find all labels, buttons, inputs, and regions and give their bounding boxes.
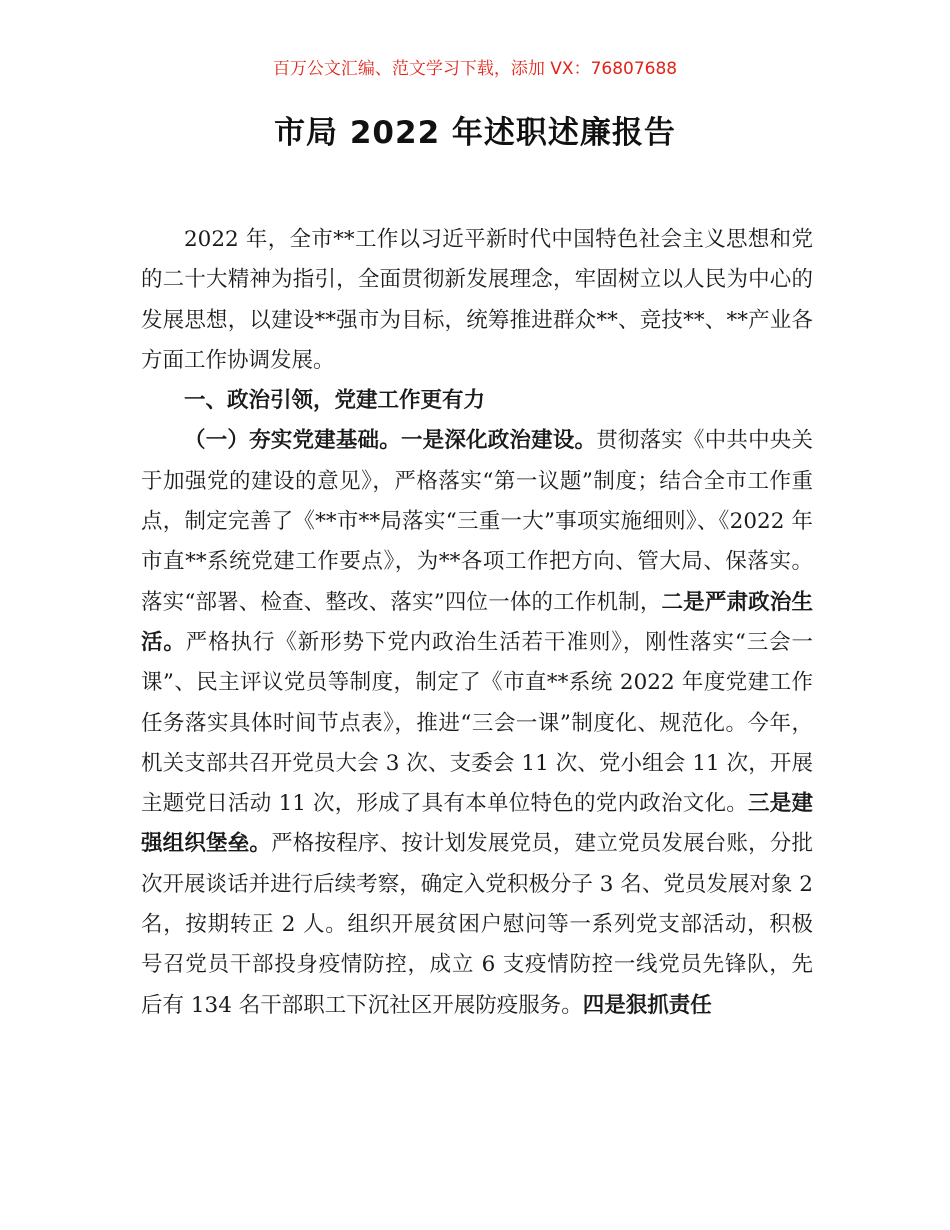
point-label: 三是建强组织堡垒。	[141, 791, 813, 857]
point-label: 二是严肃政治生活。	[141, 589, 813, 655]
document-body	[141, 220, 813, 1026]
point-label: 一是深化政治建设。	[400, 428, 597, 454]
section-heading: 一、政治引领，党建工作更有力	[184, 388, 486, 414]
body-paragraph	[141, 421, 813, 1025]
point-label: 四是狠抓责任	[582, 992, 712, 1018]
point-text: 严格按程序、按计划发展党员，建立党员发展台账，分批次开展谈话并进行后续考察，确定入党积极分子 3 名、党员发展对象 2 名，按期转正 2 人。组织开展贫困户慰问等一系列党支部活动，积极号召党员干部投身疫情防控，成立 6 支疫情防控一线党员先锋队，先后有 134 名干部职工下沉社区开展防疫服务。	[141, 831, 813, 1018]
sub-heading: （一）夯实党建基础。	[184, 428, 401, 454]
point-text: 严格执行《新形势下党内政治生活若干准则》，刚性落实“三会一课”、民主评议党员等制度，制定了《市直**系统 2022 年度党建工作任务落实具体时间节点表》，推进“三会一课”制度化、规范化。今年，机关支部共召开党员大会 3 次、支委会 11 次、党小组会 11 次，开展主题党日活动 11 次，形成了具有本单位特色的党内政治文化。	[141, 629, 813, 817]
document-title: 市局 2022 年述职述廉报告	[274, 115, 676, 151]
header-promo-note: 百万公文汇编、范文学习下载，添加 VX：76807688	[272, 59, 678, 79]
point-text: 贯彻落实《中共中央关于加强党的建设的意见》，严格落实“第一议题”制度；结合全市工作重点，制定完善了《**市**局落实“三重一大”事项实施细则》、《2022 年市直**系统党建工作要点》，为**各项工作把方向、管大局、保落实。落实“部署、检查、整改、落实”四位一体的工作机制，	[141, 428, 813, 615]
intro-paragraph: 2022 年，全市**工作以习近平新时代中国特色社会主义思想和党的二十大精神为指引，全面贯彻新发展理念，牢固树立以人民为中心的发展思想，以建设**强市为目标，统筹推进群众**、竞技**、**产业各方面工作协调发展。	[141, 227, 813, 373]
